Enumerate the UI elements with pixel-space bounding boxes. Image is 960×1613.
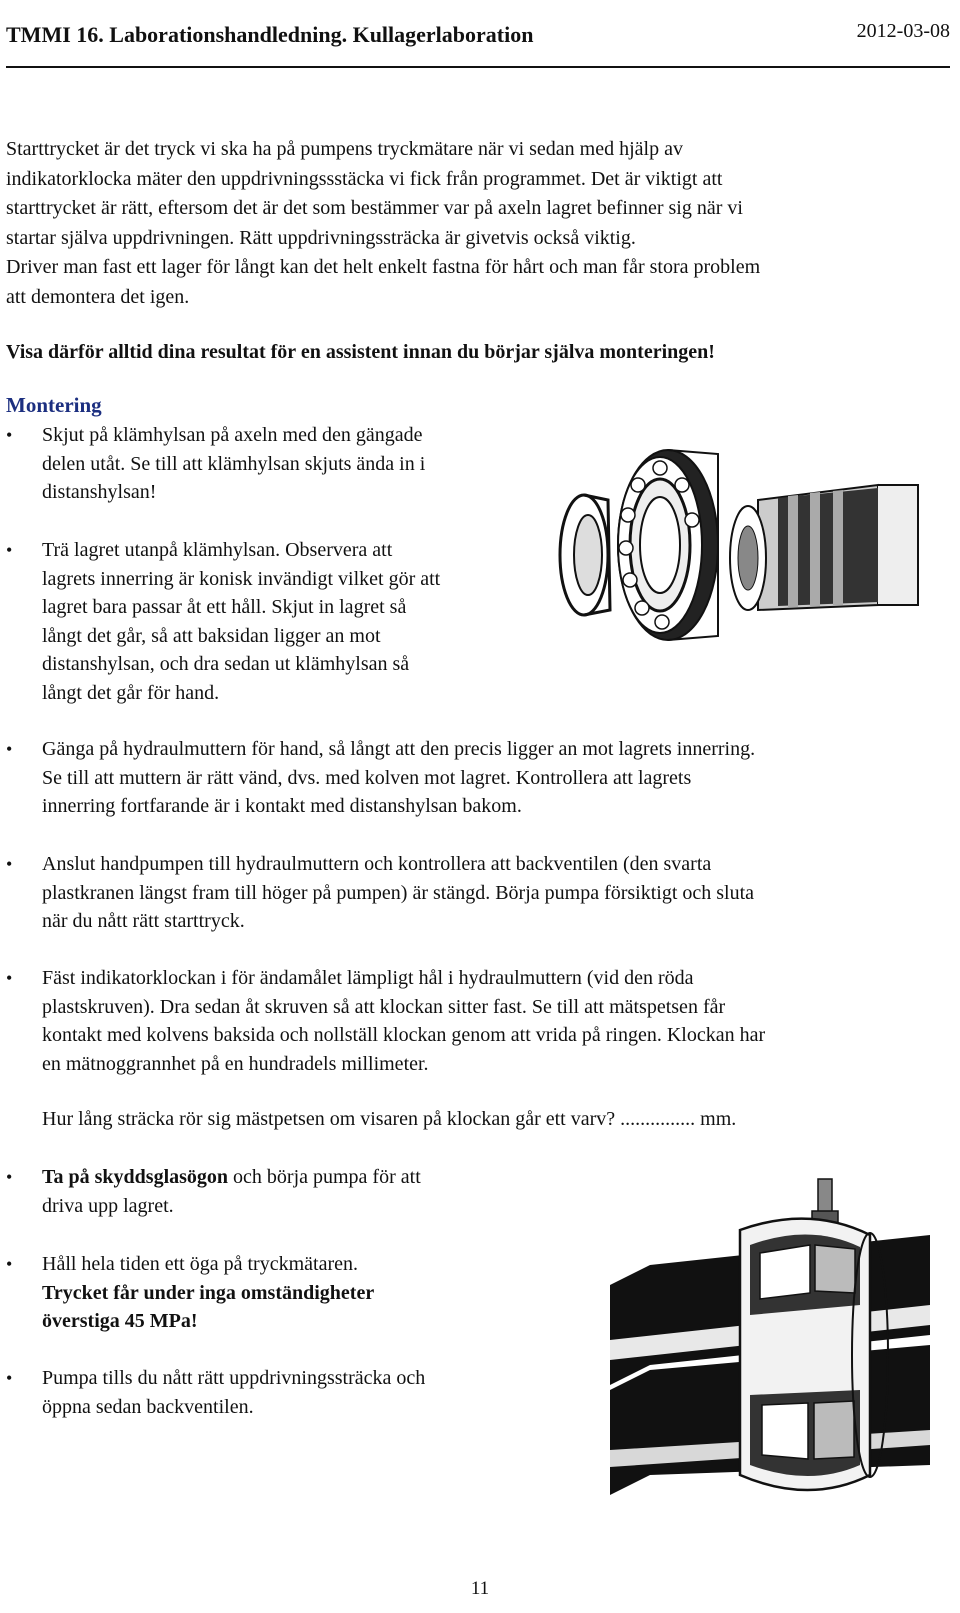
list-item-text — [42, 850, 754, 936]
bullet-marker: • — [6, 425, 13, 445]
intro-line: att demontera det igen. — [6, 285, 190, 308]
text-line: lagrets innerring är konisk invändigt vilket gör att — [42, 567, 441, 590]
bullet-marker: • — [6, 540, 13, 560]
measurement-question: Hur lång sträcka rör sig mästpetsen om visaren på klockan går ett varv? ............... mm. — [42, 1108, 737, 1130]
hydraulic-nut-illustration — [610, 1175, 930, 1535]
text-line: Skjut på klämhylsan på axeln med den gängade — [42, 424, 423, 446]
bold-text: Ta på skyddsglasögon — [42, 1166, 229, 1188]
text-line: Trä lagret utanpå klämhylsan. Observera att — [42, 539, 393, 561]
text-line: Anslut handpumpen till hydraulmuttern och kontrollera att backventilen (den svarta — [42, 853, 712, 875]
bullet-marker: • — [6, 739, 13, 759]
pressure-warning-line: överstiga 45 MPa! — [42, 1310, 198, 1333]
bullet-marker: • — [6, 968, 13, 988]
text-line: driva upp lagret. — [42, 1194, 174, 1217]
list-item-text — [42, 1163, 421, 1220]
section-title: Montering — [6, 393, 102, 417]
document-date: 2012-03-08 — [856, 20, 950, 42]
text-line — [42, 1163, 421, 1192]
intro-line: Driver man fast ett lager för långt kan det helt enkelt fastna för hårt och man får stora problem — [6, 256, 761, 279]
list-item-text — [42, 421, 425, 507]
pressure-warning-line: Trycket får under inga omständigheter — [42, 1281, 375, 1304]
warning-text: Visa därför alltid dina resultat för en assistent innan du börjar själva monteringen! — [6, 341, 715, 363]
intro-paragraph — [6, 135, 946, 313]
page-header — [6, 20, 950, 68]
bullet-marker: • — [6, 1254, 13, 1274]
page-number: 11 — [470, 1578, 490, 1599]
intro-line: startar själva uppdrivningen. Rätt uppdrivningssträcka är givetvis också viktig. — [6, 226, 636, 249]
document-title: TMMI 16. Laborationshandledning. Kullagerlaboration — [6, 22, 534, 47]
text-line: lagret bara passar åt ett håll. Skjut in lagret så — [42, 596, 407, 619]
bullet-marker: • — [6, 1167, 13, 1187]
text-line: långt det går, så att baksidan ligger an mot — [42, 624, 381, 647]
text-line: plastskruven). Dra sedan åt skruven så att klockan sitter fast. Se till att mätspetsen får — [42, 995, 726, 1018]
text-line: distanshylsan! — [42, 481, 157, 504]
text-line: en mätnoggrannhet på en hundradels millimeter. — [42, 1052, 429, 1075]
list-item-text — [42, 1250, 374, 1336]
text-fragment: och börja pumpa för att — [228, 1166, 421, 1188]
bearing-sleeve-illustration — [548, 440, 928, 650]
text-line: Håll hela tiden ett öga på tryckmätaren. — [42, 1253, 358, 1275]
text-line: öppna sedan backventilen. — [42, 1395, 254, 1418]
text-line: Pumpa tills du nått rätt uppdrivningssträcka och — [42, 1367, 426, 1389]
text-line: långt det går för hand. — [42, 681, 220, 704]
text-line: Se till att muttern är rätt vänd, dvs. med kolven mot lagret. Kontrollera att lagrets — [42, 766, 692, 789]
text-line: plastkranen längst fram till höger på pumpen) är stängd. Börja pumpa försiktigt och sluta — [42, 881, 755, 904]
text-line: Gänga på hydraulmuttern för hand, så långt att den precis ligger an mot lagrets innerring. — [42, 738, 756, 760]
text-line: distanshylsan, och dra sedan ut klämhylsan så — [42, 653, 410, 676]
intro-line: Starttrycket är det tryck vi ska ha på pumpens tryckmätare när vi sedan med hjälp av — [6, 138, 683, 160]
list-item-text — [42, 536, 440, 708]
intro-line: starttrycket är rätt, eftersom det är det som bestämmer var på axeln lagret befinner sig när vi — [6, 197, 743, 220]
list-item-text — [42, 735, 755, 821]
list-item-text — [42, 1364, 425, 1421]
text-line: delen utåt. Se till att klämhylsan skjuts ända in i — [42, 452, 426, 475]
text-line: när du nått rätt starttryck. — [42, 910, 245, 933]
intro-line: indikatorklocka mäter den uppdrivningssstäcka vi fick från programmet. Det är viktigt att — [6, 167, 723, 190]
text-line: innerring fortfarande är i kontakt med distanshylsan bakom. — [42, 795, 522, 818]
bullet-marker: • — [6, 1368, 13, 1388]
list-item-text — [42, 964, 765, 1078]
text-line: kontakt med kolvens baksida och nollställ klockan genom att vrida på ringen. Klockan har — [42, 1024, 766, 1047]
text-line: Fäst indikatorklockan i för ändamålet lämpligt hål i hydraulmuttern (vid den röda — [42, 967, 694, 989]
bullet-marker: • — [6, 854, 13, 874]
